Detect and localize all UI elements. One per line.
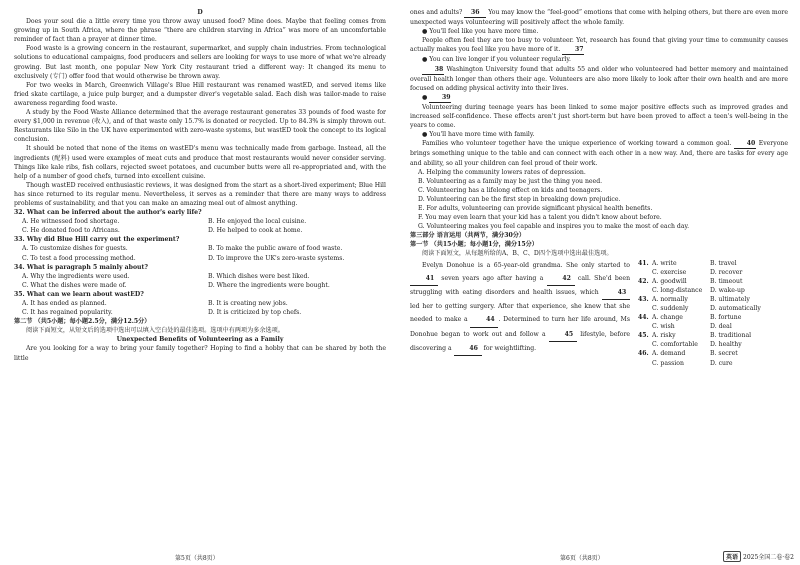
answer-blank-42: 42 xyxy=(547,272,575,286)
question-34 xyxy=(14,263,386,290)
passage-paragraph: Though wastED received enthusiastic reviews, it was designed from the start as a short-lived experiment; Blue Hill has since returned to its regular menu. Nevertheless, it serves as a reminder that there are many ways to address problems of sustainability, and that you can make an amazing meal out of almost anything. xyxy=(14,181,386,207)
answer-option: E. For adults, volunteering can provide significant physical health benefits. xyxy=(418,204,653,212)
answer-option: F. You may even learn that your kid has a talent you didn't know about before. xyxy=(418,214,662,222)
passage-paragraph: Does your soul die a little every time you throw away unused food? Mine does. Maybe that feeling comes from growing up in South Africa, where the phrase “there are children starving in Africa” was more of an uncomfortable reminder of fact than a prayer at dinner time. xyxy=(14,18,386,44)
choice-row: 46. A. demand B. secret C. passion D. cure xyxy=(638,350,738,367)
answer-blank-39: 39 xyxy=(429,93,451,103)
section-heading: 第二节 （共5小题；每小题2.5分，满分12.5分） xyxy=(14,318,151,326)
answer-option: B. Volunteering as a family may be just the thing you need. xyxy=(418,177,603,185)
cloze-block xyxy=(410,259,788,368)
corner-mark xyxy=(723,551,794,562)
answer-option: B. It is creating new jobs. xyxy=(208,300,288,307)
answer-option: A. To customize dishes for guests. xyxy=(22,245,128,253)
question-stem: 32. What can be inferred about the author's early life? xyxy=(14,209,202,217)
choice-row: 45. A. risky B. traditional C. comfortable D. healthy xyxy=(638,332,752,349)
answer-blank-46: 46 xyxy=(454,342,482,356)
subject-stamp: 英语 xyxy=(723,551,741,562)
exam-code: 2025全国二卷·卷2 xyxy=(743,554,794,561)
subheading: ● You'll have more time with family. xyxy=(422,131,535,139)
choice-row: 42. A. goodwill B. timeout C. long-distance D. wake-up xyxy=(638,277,745,294)
answer-option: C. To test a food processing method. xyxy=(22,254,136,262)
passage-paragraph: ones and adults? 36 You may know the “feel-good” emotions that come with helping others, but there are even more unexpected ways volunteering will positively affect the whole family. xyxy=(410,9,788,27)
answer-blank-38: 38 xyxy=(422,65,444,75)
answer-blank-36: 36 xyxy=(464,8,486,18)
answer-option: C. What the dishes were made of. xyxy=(22,281,127,289)
answer-option: A. It has ended as planned. xyxy=(22,300,107,307)
answer-option: C. He donated food to Africans. xyxy=(22,227,120,235)
right-column xyxy=(410,8,788,368)
left-column xyxy=(14,8,386,363)
cloze-passage: Evelyn Donohue is a 65-year-old grandma. She only started to 41 seven years ago after having a 42 call. She'd been struggling with eating disorders and health issues, which 43 led her to getting surgery. After that experience, she knew that she needed to make a 44 . Determined to turn her life around, Ms Donohue began to work out and follow a 45 lifestyle, before discovering a 46 for weightlifting. xyxy=(410,259,630,368)
article-title: Unexpected Benefits of Volunteering as a Family xyxy=(116,336,284,344)
choice-row: 41. A. write B. travel C. exercise D. recover xyxy=(638,259,743,276)
answer-option: D. Volunteering can be the first step in breaking down prejudice. xyxy=(418,195,621,203)
question-33 xyxy=(14,235,386,262)
answer-option: D. Where the ingredients were bought. xyxy=(208,281,330,289)
page-footer-right: 第6页（共8页） xyxy=(560,555,604,562)
question-stem: 34. What is paragraph 5 mainly about? xyxy=(14,263,148,271)
subheading: ● 39 xyxy=(410,93,788,103)
answer-option: A. He witnessed food shortage. xyxy=(22,218,120,226)
article-intro: Are you looking for a way to bring your family together? Hoping to find a hobby that can be shared by both the little xyxy=(14,345,386,362)
answer-blank-44: 44 xyxy=(470,313,498,327)
answer-option: B. He enjoyed the local cuisine. xyxy=(208,218,307,226)
answer-blank-37: 37 xyxy=(562,45,584,55)
passage-paragraph: 38 Washington University found that adults 55 and older who volunteered had better memory and maintained overall health longer than others their age. Volunteers are also more likely to look after their own health and are more focused on adding physical activity into their lives. xyxy=(410,65,789,92)
option-list xyxy=(410,168,788,232)
section-letter: D xyxy=(197,9,203,16)
answer-option: B. To make the public aware of food waste. xyxy=(208,245,343,253)
answer-option: G. Volunteering makes you feel capable and inspires you to make the most of each day. xyxy=(418,223,690,231)
answer-blank-41: 41 xyxy=(410,272,438,286)
passage-paragraph: People often feel they are too busy to volunteer. Yet, research has found that giving your time to community causes actually makes you feel like you have more of it. 37 xyxy=(410,36,788,55)
answer-blank-43: 43 xyxy=(602,286,630,300)
answer-blank-45: 45 xyxy=(549,328,577,342)
passage-paragraph: For two weeks in March, Greenwich Village's Blue Hill restaurant was renamed wastED, and served items like fried skate cartilage, a juice pulp burger, and a dumpster diver's vegetable salad. Each dish was tailor-made to raise awareness regarding food waste. xyxy=(14,81,386,107)
choice-row: 43. A. normally B. ultimately C. suddenly D. automatically xyxy=(638,295,761,312)
question-32 xyxy=(14,208,386,235)
question-stem: 35. What can we learn about wastED? xyxy=(14,290,144,298)
answer-option: A. Why the ingredients were used. xyxy=(22,272,130,280)
passage-paragraph: A study by the Food Waste Alliance determined that the average restaurant generates 33 pounds of food waste for every $1,000 in revenue (收入), and of that waste only 15.7% is donated or recycled. Up to 84.3% is simply thrown out. Restaurants like Silo in the UK have experimented with zero-waste systems, but wastED took the concept to its logical conclusion. xyxy=(14,109,386,144)
answer-option: D. To improve the UK's zero-waste systems. xyxy=(208,254,345,262)
answer-option: C. Volunteering has a lifelong effect on kids and teenagers. xyxy=(418,186,603,194)
passage-paragraph: Families who volunteer together have the unique experience of working toward a common goal. 40 Everyone brings something unique to the table and can connect with each other in a new way. And, there are tasks for every age and ability, so all your children can feel proud of their work. xyxy=(410,140,788,167)
answer-option: C. It has regained popularity. xyxy=(22,309,113,317)
choice-bank xyxy=(638,259,788,368)
section-instructions: 阅读下面短文，从短文后的选项中选出可以填入空白处的最佳选项。选项中有两项为多余选项。 xyxy=(26,327,284,335)
answer-option: B. Which dishes were best liked. xyxy=(208,272,310,280)
choice-row: 44. A. change B. fortune C. wish D. deal xyxy=(638,314,742,331)
page-footer-left: 第5页（共8页） xyxy=(175,555,219,562)
subheading: ● You'll feel like you have more time. xyxy=(422,28,539,36)
subheading: ● You can live longer if you volunteer regularly. xyxy=(422,56,571,64)
answer-blank-40: 40 xyxy=(734,139,756,149)
section-instructions: 阅读下面短文，从每题所给的A、B、C、D四个选项中选出最佳选项。 xyxy=(422,250,613,258)
answer-option: D. It is criticized by top chefs. xyxy=(208,309,302,317)
section-heading: 第一节 （共15小题；每小题1分，满分15分） xyxy=(410,241,538,249)
passage-paragraph: It should be noted that none of the items on wastED's menu was technically made from garbage. Instead, all the ingredients (配料) used were examples of meat cuts and produce that most restaurants would never consider serving. Things like kale ribs, fish collars, rejected sweet potatoes, and cucumber butts were all re-appropriated and, with the help of a number of good chefs, turned into excellent cuisine. xyxy=(14,145,386,180)
question-35 xyxy=(14,290,386,317)
passage-paragraph: Volunteering during teenage years has been linked to some major positive effects such as improved grades and increased self-confidence. These effects aren't just short-term but have been proved to affect a teen's well-being in the years to come. xyxy=(410,103,788,130)
question-stem: 33. Why did Blue Hill carry out the experiment? xyxy=(14,236,180,244)
passage-paragraph: Food waste is a growing concern in the restaurant, supermarket, and supply chain industries. From technological solutions to educational campaigns, food producers and sellers are looking for ways to use more of what we're already growing. But last month, one popular New York City restaurant tried a different way: It changed its menu to exclusively (专门) offer food that would otherwise be thrown away. xyxy=(14,45,386,80)
answer-option: A. Helping the community lowers rates of depression. xyxy=(418,168,586,176)
answer-option: D. He helped to cook at home. xyxy=(208,227,303,235)
part-heading: 第三部分 语言运用（共两节，满分30分） xyxy=(410,232,526,240)
